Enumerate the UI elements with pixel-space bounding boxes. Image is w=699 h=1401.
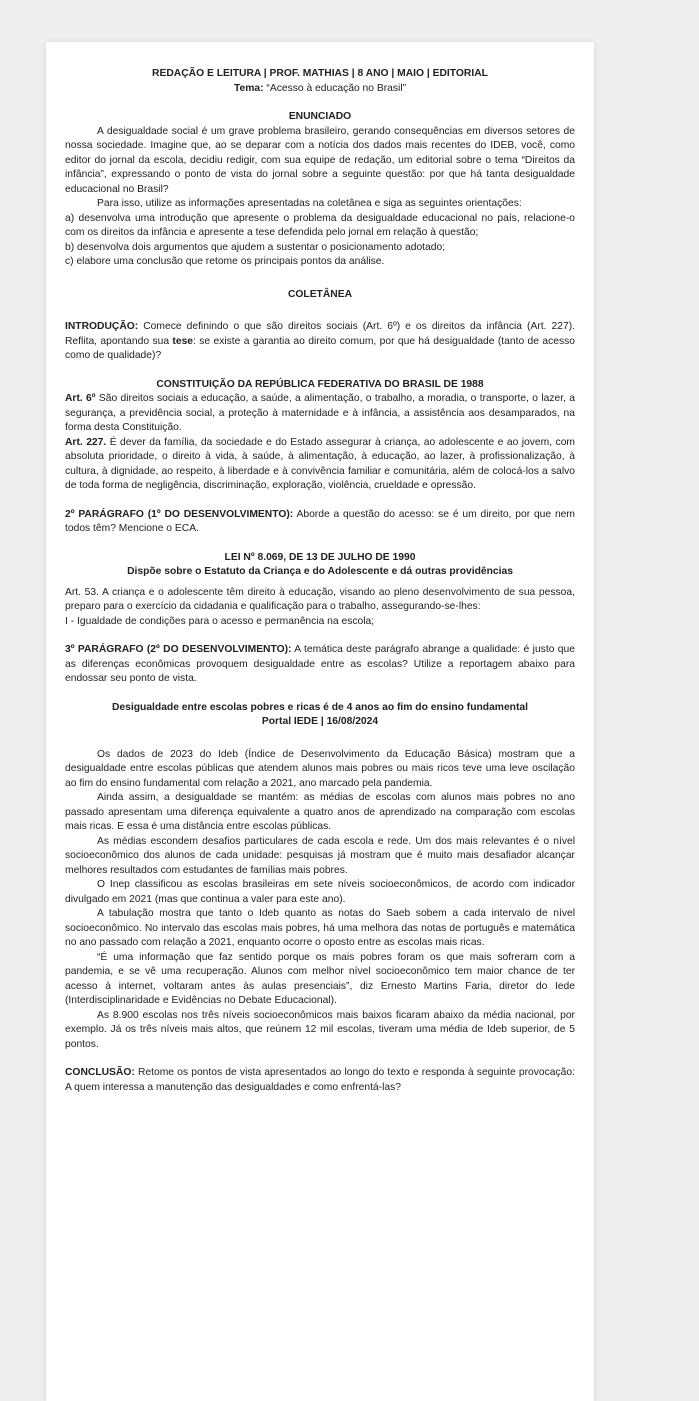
conclusao-instruction xyxy=(65,1066,575,1095)
reportagem-paragraph: As médias escondem desafios particulares de cada escola e rede. Um dos mais relevantes é o nível socioeconômico dos alunos de cada unidade: pesquisas já mostram que é muito mais desafiador alcançar melhores resultados com estudantes de famílias mais pobres. xyxy=(65,835,575,876)
lei-heading: LEI Nº 8.069, DE 13 DE JULHO DE 1990 xyxy=(224,551,416,563)
document-page xyxy=(46,42,594,1401)
enunciado-paragraph-2: Para isso, utilize as informações apresentadas na coletânea e siga as seguintes orientações: xyxy=(97,198,522,209)
paragrafo3-instruction xyxy=(65,643,575,687)
inciso-1: I - Igualdade de condições para o acesso e permanência na escola; xyxy=(65,615,375,627)
paragrafo3-text: A temática deste parágrafo abrange a qualidade: é justo que as diferenças econômicas provoquem desigualdade entre as escolas? Utilize a reportagem abaixo para endossar seu ponto de vista. xyxy=(65,644,575,684)
theme-line xyxy=(65,82,575,97)
enunciado-item-a: a) desenvolva uma introdução que apresente o problema da desigualdade educacional no país, relacione-o com os direitos da infância e apresente a tese defendida pelo jornal em relação à questão; xyxy=(65,212,575,238)
art6-text: São direitos sociais a educação, a saúde, a alimentação, o trabalho, a moradia, o transporte, o lazer, a segurança, a previdência social, a proteção à maternidade e à infância, a assistência aos desamparados, na forma desta Constituição. xyxy=(65,393,575,433)
art53-paragraph: Art. 53. A criança e o adolescente têm direito à educação, visando ao pleno desenvolvimento de sua pessoa, preparo para o exercício da cidadania e qualificação para o trabalho, assegurando-se-lhes: xyxy=(65,586,575,612)
enunciado-item-c: c) elabore uma conclusão que retome os principais pontos da análise. xyxy=(65,256,385,267)
theme-value: “Acesso à educação no Brasil” xyxy=(263,82,407,94)
paragrafo2-text: Aborde a questão do acesso: se é um direito, por que nem todos têm? Mencione o ECA. xyxy=(65,508,575,534)
art6-paragraph xyxy=(65,392,575,436)
reportagem-paragraph: O Inep classificou as escolas brasileiras em sete níveis socioeconômicos, de acordo com indicador divulgado em 2021 (mas que continua a valer para este ano). xyxy=(65,879,575,905)
introducao-tese: tese xyxy=(172,335,194,347)
reportagem-paragraph: Os dados de 2023 do Ideb (Índice de Desenvolvimento da Educação Básica) mostram que a desigualdade entre escolas públicas que atendem alunos mais pobres ou mais ricos teve uma leve oscilação ao fim do ensino fundamental com relação a 2021, ano marcado pela pandemia. xyxy=(65,748,575,789)
art227-text: É dever da família, da sociedade e do Estado assegurar à criança, ao adolescente e ao jovem, com absoluta prioridade, o direito à vida, à saúde, à alimentação, à educação, ao lazer, à profissionalização, à cultura, à dignidade, ao respeito, à liberdade e à convivência familiar e comunitária, além de colocá-los a salvo de toda forma de negligência, discriminação, exploração, violência, crueldade e opressão. xyxy=(65,436,575,491)
art227-paragraph xyxy=(65,436,575,494)
art6-label: Art. 6º xyxy=(65,393,96,404)
conclusao-text: Retome os pontos de vista apresentados ao longo do texto e responda à seguinte provocação: A quem interessa a manutenção das desigualdades e como enfrentá-las? xyxy=(65,1067,575,1093)
constituicao-heading: CONSTITUIÇÃO DA REPÚBLICA FEDERATIVA DO BRASIL DE 1988 xyxy=(156,378,484,390)
paragrafo2-label: 2º PARÁGRAFO (1º DO DESENVOLVIMENTO): xyxy=(65,508,294,520)
paragrafo3-label: 3º PARÁGRAFO (2º DO DESENVOLVIMENTO): xyxy=(65,644,292,655)
introducao-paragraph xyxy=(65,320,575,364)
introducao-text-2: : se existe a garantia ao direito comum, por que há desigualdade (tanto de acesso como de qualidade)? xyxy=(65,335,575,361)
introducao-label: INTRODUÇÃO: xyxy=(65,321,139,332)
document-content xyxy=(65,67,575,1095)
introducao-text-1: Comece definindo o que são direitos sociais (Art. 6º) e os direitos da infância (Art. 227). Reflita, apontando sua xyxy=(65,321,575,347)
reportagem-paragraph: “É uma informação que faz sentido porque os mais pobres foram os que mais sofreram com a pandemia, e se vê uma recuperação. Alunos com melhor nível socioeconômico tem maior chance de ter acesso à internet, voltaram antes às aulas presenciais”, diz Ernesto Martins Faria, diretor do Iede (Interdisciplinaridade e Evidências no Debate Educacional). xyxy=(65,951,575,1006)
reportagem-paragraph: A tabulação mostra que tanto o Ideb quanto as notas do Saeb sobem a cada intervalo de nível socioeconômico. No intervalo das escolas mais pobres, há uma melhora das notas de português e matemática no ano passado com relação a 2021, enquanto ocorre o oposto entre as escolas mais ricas. xyxy=(65,908,575,948)
reportagem-paragraph: Ainda assim, a desigualdade se mantém: as médias de escolas com alunos mais pobres no ano passado apresentam uma diferença equivalente a quatro anos de aprendizado na comparação com escolas mais ricas. E essa é uma distância entre escolas públicas. xyxy=(65,792,575,832)
reportagem-source: Portal IEDE | 16/08/2024 xyxy=(261,716,379,727)
reportagem-paragraph: As 8.900 escolas nos três níveis socioeconômicos mais baixos ficaram abaixo da média nacional, por exemplo. Já os três níveis mais altos, que reúnem 12 mil escolas, tiveram uma média de Ideb superior, de 5 pontos. xyxy=(65,1009,575,1050)
lei-subheading: Dispõe sobre o Estatuto da Criança e do Adolescente e dá outras providências xyxy=(127,566,513,577)
reportagem-headline: Desigualdade entre escolas pobres e ricas é de 4 anos ao fim do ensino fundamental xyxy=(111,701,528,713)
enunciado-heading: ENUNCIADO xyxy=(288,111,352,122)
art227-label: Art. 227. xyxy=(65,436,107,448)
enunciado-paragraph-1: A desigualdade social é um grave problema brasileiro, gerando consequências em diversos setores de nossa sociedade. Imagine que, ao se deparar com a notícia dos dados mais recentes do IDEB, você, como editor do jornal da escola, decidiu redigir, com sua equipe de redação, um editorial sobre o tema “Direitos da infância”, expressando o ponto de vista do jornal sobre a seguinte questão: por que há tanta desigualdade educacional no Brasil? xyxy=(65,125,575,195)
theme-label: Tema: xyxy=(233,82,264,94)
conclusao-label: CONCLUSÃO: xyxy=(65,1067,135,1078)
paragrafo2-instruction xyxy=(65,508,575,537)
document-title: REDAÇÃO E LEITURA | PROF. MATHIAS | 8 ANO | MAIO | EDITORIAL xyxy=(152,68,488,79)
coletanea-heading: COLETÂNEA xyxy=(287,288,353,300)
enunciado-item-b: b) desenvolva dois argumentos que ajudem a sustentar o posicionamento adotado; xyxy=(65,241,446,253)
